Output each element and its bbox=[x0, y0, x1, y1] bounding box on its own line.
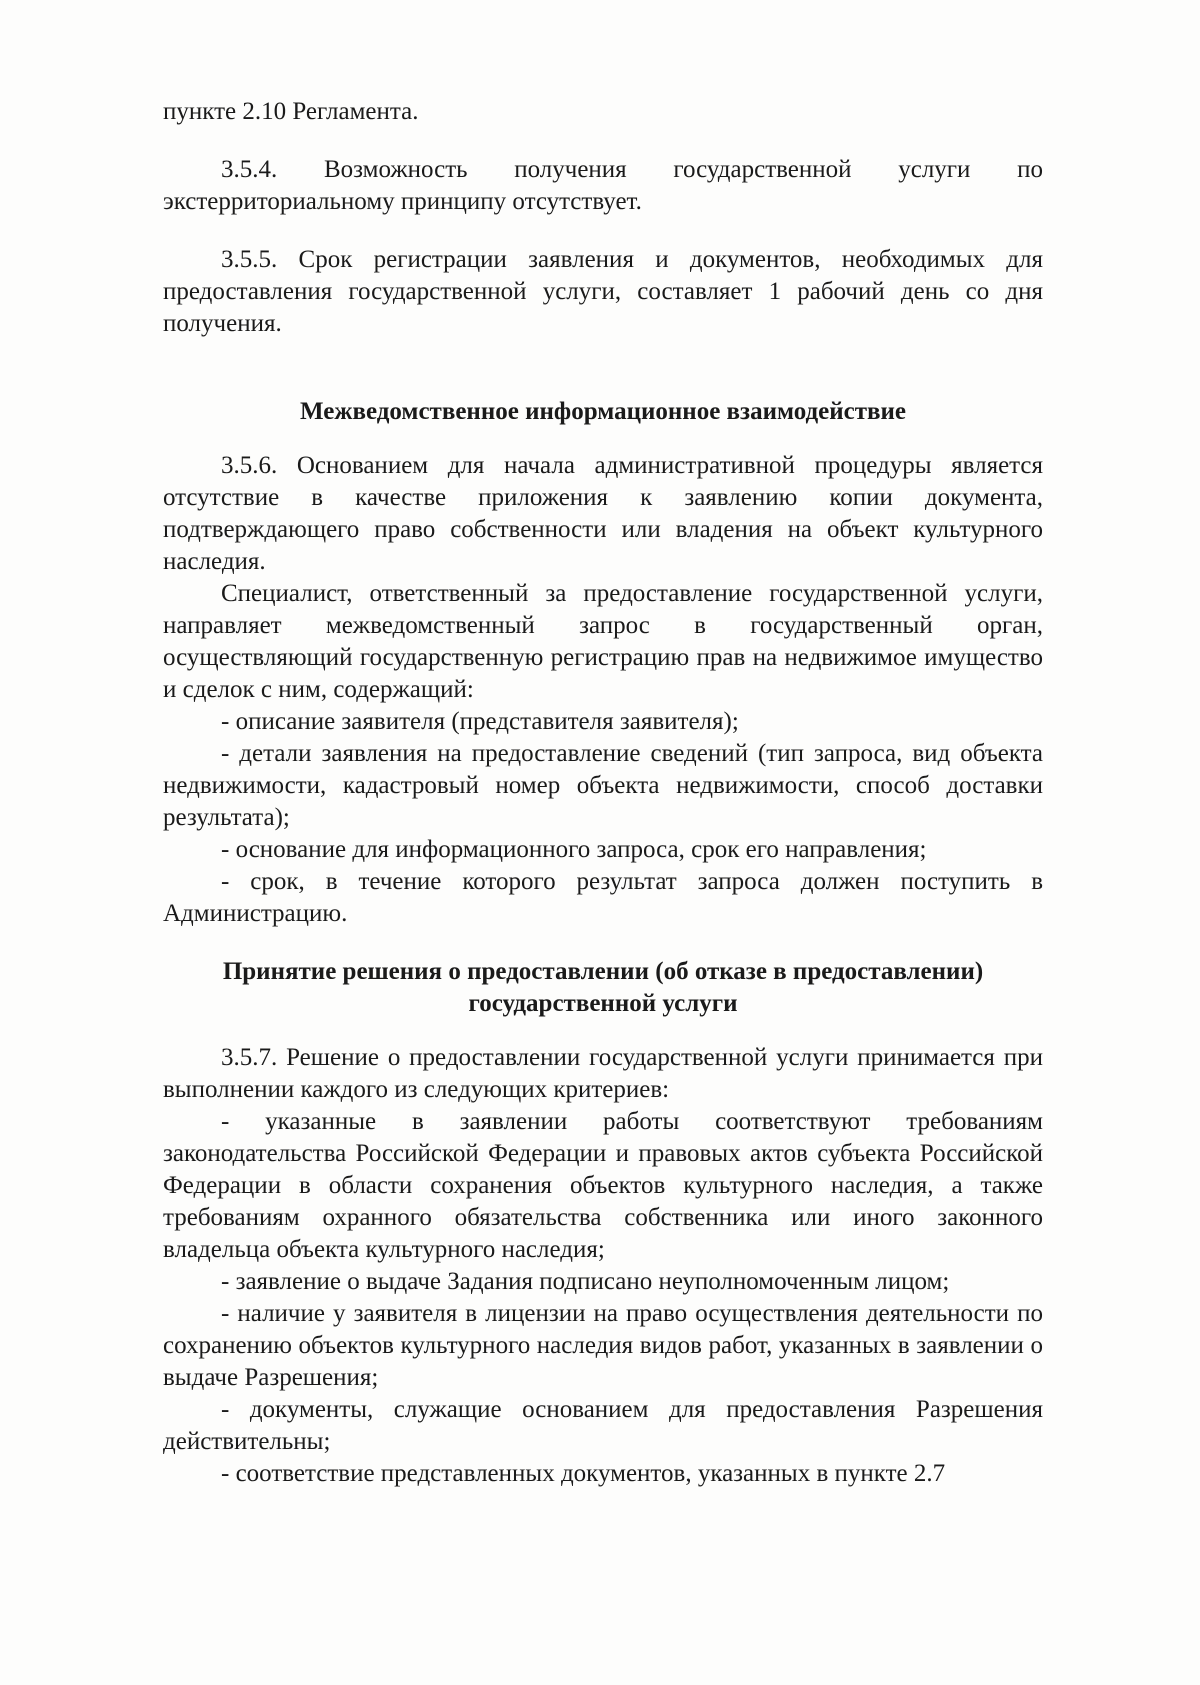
section-heading-decision-line2: государственной услуги bbox=[468, 990, 738, 1017]
criteria-item-signature: - заявление о выдаче Задания подписано неуполномоченным лицом; bbox=[221, 1268, 950, 1295]
paragraph-3-5-4: 3.5.4. Возможность получения государственной услуги по экстерриториальному принципу отсутствует. bbox=[163, 156, 1043, 215]
criteria-item-documents-valid: - документы, служащие основанием для предоставления Разрешения действительны; bbox=[163, 1396, 1043, 1455]
criteria-item-compliance: - соответствие представленных документов, указанных в пункте 2.7 bbox=[221, 1460, 946, 1487]
paragraph-specialist: Специалист, ответственный за предоставление государственной услуги, направляет межведомственный запрос в государственный орган, осуществляющий государственную регистрацию прав на недвижимое имущество и сделок с ним, содержащий: bbox=[163, 580, 1043, 703]
paragraph-3-5-5: 3.5.5. Срок регистрации заявления и документов, необходимых для предоставления государственной услуги, составляет 1 рабочий день со дня получения. bbox=[163, 246, 1043, 337]
section-heading-decision bbox=[163, 956, 1043, 1020]
document-body bbox=[163, 96, 1043, 1490]
section-heading-decision-line1: Принятие решения о предоставлении (об отказе в предоставлении) bbox=[222, 958, 984, 985]
paragraph-3-5-6: 3.5.6. Основанием для начала административной процедуры является отсутствие в качестве приложения к заявлению копии документа, подтверждающего право собственности или владения на объект культурного наследия. bbox=[163, 452, 1043, 575]
paragraph-3-5-7: 3.5.7. Решение о предоставлении государственной услуги принимается при выполнении каждого из следующих критериев: bbox=[163, 1044, 1043, 1103]
criteria-item-license: - наличие у заявителя в лицензии на право осуществления деятельности по сохранению объектов культурного наследия видов работ, указанных в заявлении о выдаче Разрешения; bbox=[163, 1300, 1043, 1391]
request-item-deadline: - срок, в течение которого результат запроса должен поступить в Администрацию. bbox=[163, 868, 1043, 927]
intro-line: пункте 2.10 Регламента. bbox=[163, 98, 419, 125]
criteria-item-works: - указанные в заявлении работы соответствуют требованиям законодательства Российской Федерации и правовых актов субъекта Российской Федерации в области сохранения объектов культурного наследия, а также требованиям охранного обязательства собственника или иного законного владельца объекта культурного наследия; bbox=[163, 1108, 1043, 1263]
request-item-basis: - основание для информационного запроса, срок его направления; bbox=[221, 836, 927, 863]
request-item-details: - детали заявления на предоставление сведений (тип запроса, вид объекта недвижимости, кадастровый номер объекта недвижимости, способ доставки результата); bbox=[163, 740, 1043, 831]
section-heading-interagency: Межведомственное информационное взаимодействие bbox=[300, 398, 906, 425]
request-item-applicant: - описание заявителя (представителя заявителя); bbox=[221, 708, 739, 735]
